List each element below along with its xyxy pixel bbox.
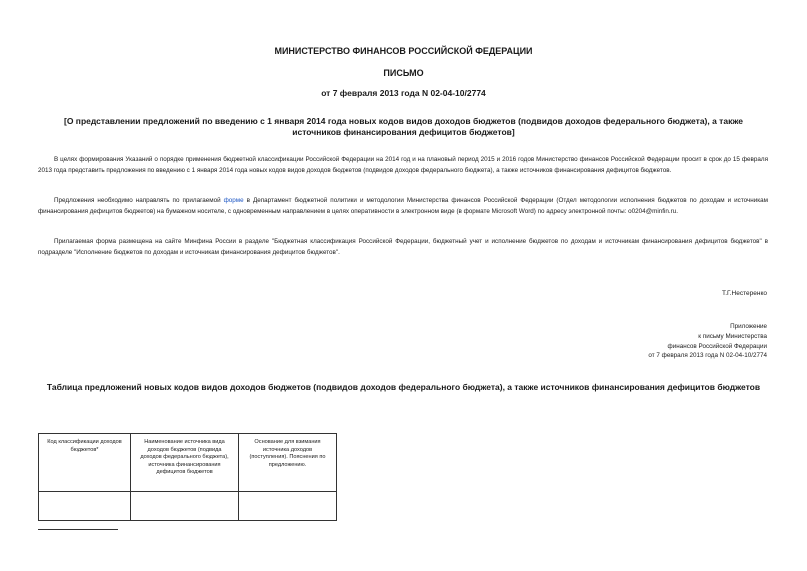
appendix-line-4: от 7 февраля 2013 года N 02-04-10/2774 — [648, 352, 767, 360]
proposals-table — [38, 433, 337, 521]
document-type: ПИСЬМО — [383, 68, 424, 78]
signature: Т.Г.Нестеренко — [721, 290, 767, 297]
paragraph-2-text-start: Предложения необходимо направлять по прилагаемой — [54, 197, 224, 204]
body-paragraph-1: В целях формирования Указаний о порядке применения бюджетной классификации Российской Федерации на 2014 год и на плановый период 2015 и 2016 годов Министерство финансов Российской Федерации просит в срок до 15 февраля 2013 года представить предложения по введению с 1 января 2014 года новых кодов видов доходов бюджетов (подвидов доходов федерального бюджета), а также источников финансирования дефицитов бюджетов. — [38, 156, 768, 174]
table-title: Таблица предложений новых кодов видов доходов бюджетов (подвидов доходов федерального бюджета), а также источников финансирования дефицитов бюджетов — [46, 382, 761, 392]
form-link[interactable]: форме — [223, 197, 244, 204]
body-paragraph-2 — [38, 196, 768, 217]
appendix-line-1: Приложение — [730, 323, 767, 330]
table-cell — [39, 492, 131, 521]
header-basis-explanation: Основание для взимания источника доходов (поступления). Пояснения по предложению. — [239, 434, 337, 492]
document-date-number: от 7 февраля 2013 года N 02-04-10/2774 — [321, 88, 486, 98]
table-cell — [131, 492, 239, 521]
appendix-line-3: финансов Российской Федерации — [667, 342, 767, 350]
body-paragraph-3: Прилагаемая форма размещена на сайте Минфина России в разделе "Бюджетная классификация Российской Федерации, бюджетный учет и исполнение бюджетов по доходам и источникам финансирования дефицитов бюджетов" в подразделе "Исполнение бюджетов по доходам и источникам финансирования дефицитов бюджетов". — [38, 238, 768, 256]
table-header-row — [39, 434, 337, 492]
appendix-line-2: к письму Министерства — [698, 332, 767, 340]
document-subject: [О представлении предложений по введению с 1 января 2014 года новых кодов видов доходов бюджетов (подвидов доходов федерального бюджета), а также источников финансирования дефицитов бюджетов] — [64, 116, 743, 137]
ministry-heading: МИНИСТЕРСТВО ФИНАНСОВ РОССИЙСКОЙ ФЕДЕРАЦИИ — [274, 46, 533, 56]
header-source-name: Наименование источника вида доходов бюджетов (подвида доходов федерального бюджета), источника финансирования дефицитов бюджетов — [131, 434, 239, 492]
table-row — [39, 492, 337, 521]
paragraph-2-text-end: в Департамент бюджетной политики и методологии Министерства финансов Российской Федерации (Отдел методологии исполнения бюджетов по доходам и источникам финансирования дефицитов бюджетов) на бумажном носителе, с одновременным направлением в целях оперативности в электронном виде (в формате Microsoft Word) по адресу электронной почты: o0204@minfin.ru. — [38, 197, 769, 215]
table-cell — [239, 492, 337, 521]
footnote-separator — [38, 529, 118, 530]
header-income-code: Код классификации доходов бюджетов* — [39, 434, 131, 492]
appendix-reference — [648, 322, 767, 361]
